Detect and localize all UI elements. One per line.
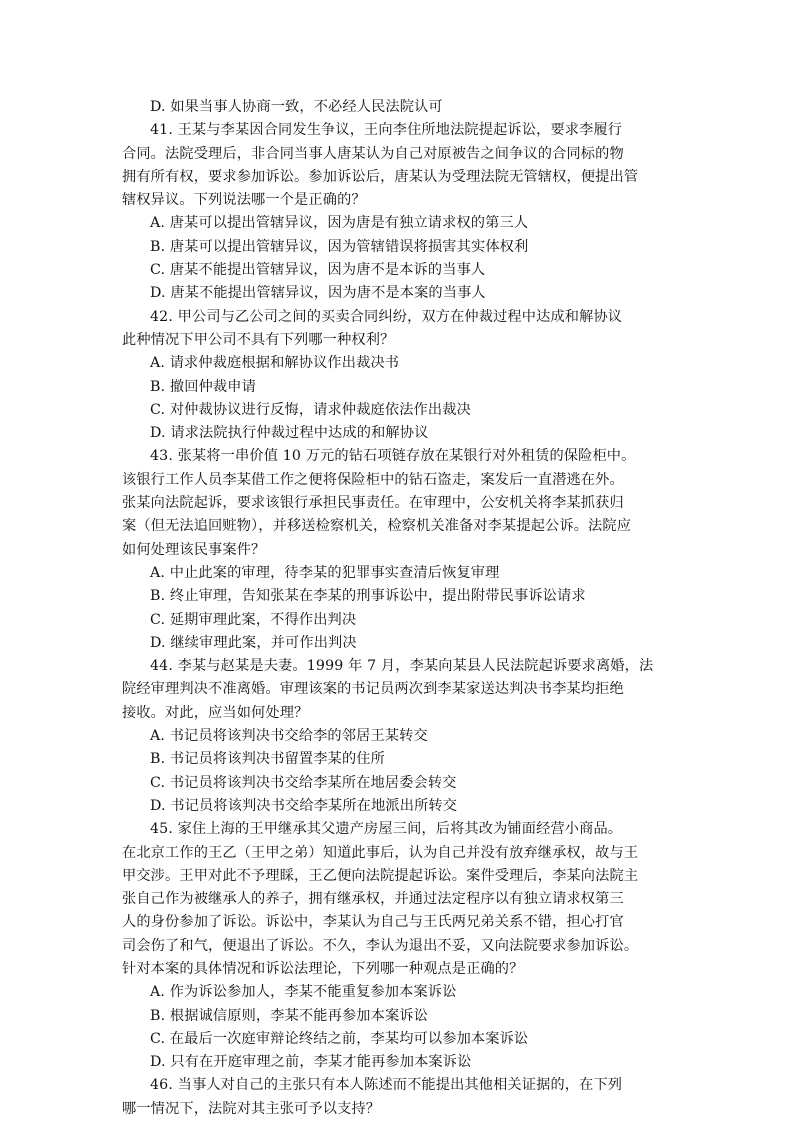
text-line: 司会伤了和气，便退出了诉讼。不久，李认为退出不妥，又向法院要求参加诉讼。 [122, 937, 639, 954]
text-line: 44. 李某与赵某是夫妻。1999 年 7 月，李某向某县人民法院起诉要求离婚，法 [150, 658, 654, 675]
text-line: 张自己作为被继承人的养子，拥有继承权，并通过法定程序以有独立请求权第三 [122, 891, 624, 908]
text-line: 甲交涉。王甲对此不予理睬，王乙便向法院提起诉讼。案件受理后，李某向法院主 [122, 867, 639, 884]
document-body [122, 96, 682, 1121]
text-line: 此种情况下甲公司不具有下列哪一种权利？ [122, 331, 395, 348]
text-line: D. 唐某不能提出管辖异议，因为唐不是本案的当事人 [150, 285, 486, 302]
text-line: 哪一情况下，法院对其主张可予以支持？ [122, 1100, 381, 1117]
text-line: 案（但无法追回赃物），并移送检察机关，检察机关准备对李某提起公诉。法院应 [122, 518, 632, 535]
text-line: A. 唐某可以提出管辖异议，因为唐是有独立请求权的第三人 [150, 215, 529, 232]
text-line: 46. 当事人对自己的主张只有本人陈述而不能提出其他相关证据的，在下列 [150, 1077, 623, 1094]
text-line: 如何处理该民事案件？ [122, 541, 266, 558]
text-line: 张某向法院起诉，要求该银行承担民事责任。在审理中，公安机关将李某抓获归 [122, 495, 624, 512]
text-line: D. 只有在开庭审理之前，李某才能再参加本案诉讼 [150, 1054, 472, 1071]
text-line: C. 延期审理此案，不得作出判决 [150, 611, 357, 628]
text-line: 41. 王某与李某因合同发生争议，王向李住所地法院提起诉讼，要求李履行 [150, 122, 623, 139]
text-line: 在北京工作的王乙（王甲之弟）知道此事后，认为自己并没有放弃继承权，故与王 [122, 844, 639, 861]
text-line: 45. 家住上海的王甲继承其父遗产房屋三间，后将其改为铺面经营小商品。 [150, 821, 623, 838]
text-line: C. 对仲裁协议进行反悔，请求仲裁庭依法作出裁决 [150, 401, 471, 418]
text-line: 人的身份参加了诉讼。诉讼中，李某认为自己与王氏两兄弟关系不错，担心打官 [122, 914, 624, 931]
text-line: C. 在最后一次庭审辩论终结之前，李某均可以参加本案诉讼 [150, 1030, 529, 1047]
text-line: A. 中止此案的审理，待李某的犯罪事实查清后恢复审理 [150, 564, 500, 581]
text-line: A. 作为诉讼参加人，李某不能重复参加本案诉讼 [150, 984, 457, 1001]
text-line: 43. 张某将一串价值 10 万元的钻石项链存放在某银行对外租赁的保险柜中。 [150, 448, 636, 465]
text-line: C. 唐某不能提出管辖异议，因为唐不是本诉的当事人 [150, 262, 486, 279]
text-line: B. 唐某可以提出管辖异议，因为管辖错误将损害其实体权利 [150, 238, 529, 255]
text-line: B. 根据诚信原则，李某不能再参加本案诉讼 [150, 1007, 428, 1024]
text-line: 辖权异议。下列说法哪一个是正确的？ [122, 192, 366, 209]
text-line: B. 终止审理，告知张某在李某的刑事诉讼中，提出附带民事诉讼请求 [150, 588, 586, 605]
text-line: D. 书记员将该判决书交给李某所在地派出所转交 [150, 797, 458, 814]
text-line: D. 请求法院执行仲裁过程中达成的和解协议 [150, 425, 429, 442]
text-line: 拥有所有权，要求参加诉讼。参加诉讼后，唐某认为受理法院无管辖权，便提出管 [122, 168, 639, 185]
text-line: 接收。对此，应当如何处理？ [122, 704, 309, 721]
text-line: A. 请求仲裁庭根据和解协议作出裁决书 [150, 355, 400, 372]
text-line: C. 书记员将该判决书交给李某所在地居委会转交 [150, 774, 457, 791]
text-line: A. 书记员将该判决书交给李的邻居王某转交 [150, 728, 428, 745]
text-line: B. 撤回仲裁申请 [150, 378, 256, 395]
text-line: 该银行工作人员李某借工作之便将保险柜中的钻石盗走，案发后一直潜逃在外。 [122, 471, 624, 488]
text-line: 针对本案的具体情况和诉讼法理论，下列哪一种观点是正确的？ [122, 960, 524, 977]
text-line: D. 继续审理此案，并可作出判决 [150, 634, 357, 651]
text-line: 院经审理判决不准离婚。审理该案的书记员两次到李某家送达判决书李某均拒绝 [122, 681, 624, 698]
text-line: 42. 甲公司与乙公司之间的买卖合同纠纷，双方在仲裁过程中达成和解协议 [150, 308, 623, 325]
text-line: B. 书记员将该判决书留置李某的住所 [150, 751, 385, 768]
text-line: 合同。法院受理后，非合同当事人唐某认为自己对原被告之间争议的合同标的物 [122, 145, 624, 162]
text-line: D. 如果当事人协商一致，不必经人民法院认可 [150, 99, 443, 115]
